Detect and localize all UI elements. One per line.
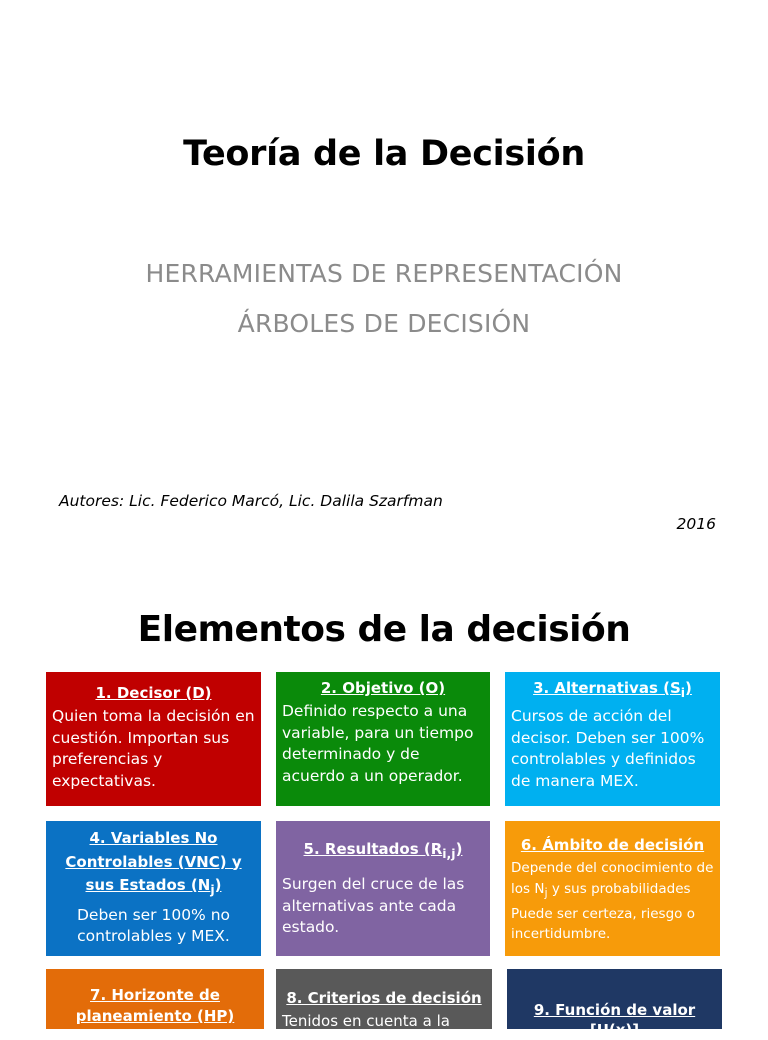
- box-heading: 5. Resultados $(R_{i,j})$: [303, 840, 463, 861]
- box-heading: 6. Ámbito de decisión: [520, 836, 705, 854]
- box-heading: 4. Variables No Controlables (VNC) y sus Estados $(N_j)$: [65, 829, 242, 897]
- box-body: Cursos de acción del decisor. Deben ser 100% controlables y definidos de manera MEX.: [511, 707, 705, 790]
- box-heading: 7. Horizonte de planeamiento (HP): [75, 986, 235, 1025]
- subtitle-line-1: HERRAMIENTAS DE REPRESENTACIÓN: [145, 259, 623, 288]
- element-box-criterios: [276, 969, 492, 1029]
- element-box-funcion-de-valor: [507, 969, 722, 1039]
- box-heading: 3. Alternativas $(S_i)$: [533, 679, 692, 700]
- box-body: Deben ser 100% no controlables y MEX.: [76, 905, 231, 945]
- element-box-objetivo: [276, 672, 490, 806]
- element-box-resultados: [276, 821, 490, 956]
- box-heading: 1. Decisor (D): [95, 684, 212, 702]
- element-box-variables-no-controlables: [46, 821, 261, 956]
- year: 2016: [676, 515, 716, 533]
- box-body: Surgen del cruce de las alternativas ante cada estado.: [282, 875, 465, 936]
- element-box-alternativas: [505, 672, 720, 806]
- box-heading: 9. Función de valor [U(x)]: [533, 1001, 696, 1039]
- element-box-horizonte: [46, 969, 264, 1029]
- box-body: Depende del conocimiento de los $N_j$ y sus probabilidades Puede ser certeza, riesgo o incertidumbre.: [511, 860, 714, 943]
- elements-slide: [0, 576, 768, 1039]
- slide-title: Teoría de la Decisión: [183, 134, 585, 174]
- element-box-ambito: [505, 821, 720, 956]
- box-heading: 8. Criterios de decisión: [286, 989, 482, 1007]
- box-heading: 2. Objetivo (O): [320, 679, 446, 697]
- box-body: Quien toma la decisión en cuestión. Importan sus preferencias y expectativas.: [52, 707, 255, 790]
- box-body: Definido respecto a una variable, para un tiempo determinado y de acuerdo a un operador.: [282, 702, 474, 785]
- subtitle-line-2: ÁRBOLES DE DECISIÓN: [237, 309, 531, 338]
- authors: Autores: Lic. Federico Marcó, Lic. Dalila Szarfman: [59, 492, 443, 510]
- box-body: Tenidos en cuenta a la: [282, 1012, 450, 1030]
- slide-title: Elementos de la decisión: [137, 609, 631, 650]
- element-box-decisor: [46, 672, 261, 806]
